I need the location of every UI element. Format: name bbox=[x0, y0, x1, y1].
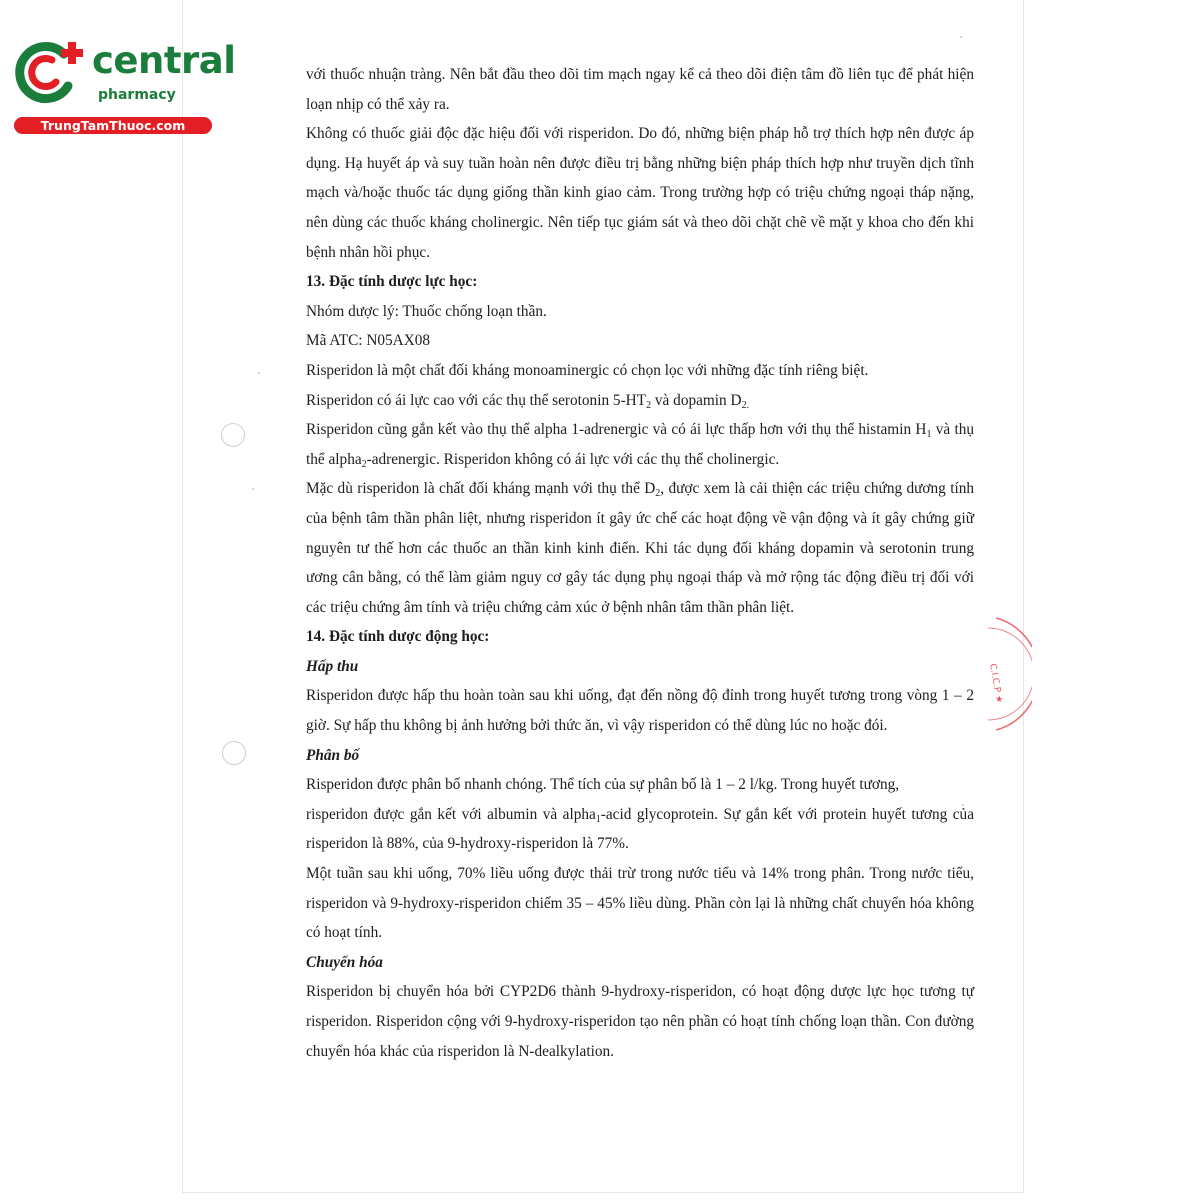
paragraph-d2-antagonist: Mặc dù risperidon là chất đối kháng mạnh với thụ thể $D_2$, được xem là cải thiện các triệu chứng dương tính của bệnh tâm thần phân liệt, nhưng risperidon ít gây ức chế các hoạt động về vận động và ít gây chứng giữ nguyên tư thế hơn các thuốc an thần kinh kinh điển. Khi tác dụng đối kháng dopamin và serotonin trung ương cân bằng, có thể làm giảm nguy cơ gây tác dụng phụ ngoại tháp và mở rộng tác động điều trị đối với các triệu chứng âm tính và triệu chứng cảm xúc ở bệnh nhân tâm thần phân liệt. bbox=[306, 480, 974, 616]
paragraph-atc-code: Mã ATC: N05AX08 bbox=[306, 332, 431, 350]
paragraph-no-antidote: Không có thuốc giải độc đặc hiệu đối với risperidon. Do đó, những biện pháp hỗ trợ thích hợp nên được áp dụng. Hạ huyết áp và suy tuần hoàn nên được điều trị bằng những biện pháp thích hợp như truyền dịch tĩnh mạch và/hoặc thuốc tác dụng giống thần kinh giao cảm. Trong trường hợp có triệu chứng ngoại tháp nặng, nên dùng các thuốc kháng cholinergic. Nên tiếp tục giám sát và theo dõi chặt chẽ về mặt y khoa cho đến khi bệnh nhân hồi phục. bbox=[306, 125, 974, 261]
paragraph-drug-group: Nhóm dược lý: Thuốc chống loạn thần. bbox=[306, 302, 547, 320]
paragraph-protein-binding: risperidon được gắn kết với albumin và alpha$_1$-acid glycoprotein. Sự gắn kết với protein huyết tương của risperidon là 88%, của 9-hydroxy-risperidon là 77%. bbox=[306, 805, 974, 853]
stamp-text: C.I.C.P ★ bbox=[987, 662, 1004, 705]
brand-logo bbox=[8, 38, 236, 138]
brand-site-banner: TrungTamThuoc.com bbox=[14, 117, 212, 134]
paragraph-receptor-binding: Risperidon cũng gắn kết vào thụ thể alpha 1-adrenergic và có ái lực thấp hơn với thụ thể histamin $H_1$ và thụ thể alpha$_2$-adrenergic. Risperidon không có ái lực với các thụ thể cholinergic. bbox=[306, 421, 974, 470]
brand-subtitle: pharmacy bbox=[98, 87, 176, 103]
paragraph-distribution-volume: Risperidon được phân bố nhanh chóng. Thể tích của sự phân bố là 1 – 2 l/kg. Trong huyết tương, bbox=[306, 776, 900, 794]
paragraph-antagonist: Risperidon là một chất đối kháng monoaminergic có chọn lọc với những đặc tính riêng biệt. bbox=[306, 361, 869, 379]
heading-pharmacodynamics: 13. Đặc tính dược lực học: bbox=[306, 273, 478, 291]
document-body bbox=[306, 60, 974, 1066]
paragraph-absorption: Risperidon được hấp thu hoàn toàn sau khi uống, đạt đến nồng độ đỉnh trong huyết tương trong vòng 1 – 2 giờ. Sự hấp thu không bị ảnh hưởng bởi thức ăn, vì vậy risperidon có thể dùng lúc no hoặc đói. bbox=[306, 687, 974, 735]
pharmacy-cross-logo-icon bbox=[12, 38, 88, 106]
official-seal-stamp bbox=[972, 612, 1032, 736]
subheading-distribution: Phân bố bbox=[306, 746, 360, 764]
scan-speck bbox=[960, 36, 962, 38]
scan-speck bbox=[258, 372, 260, 374]
paragraph-overdose-cardio: với thuốc nhuận tràng. Nên bắt đầu theo dõi tim mạch ngay kể cả theo dõi điện tâm đồ liên tục để phát hiện loạn nhịp có thể xảy ra. bbox=[306, 66, 974, 113]
subheading-metabolism: Chuyển hóa bbox=[306, 953, 383, 971]
heading-pharmacokinetics: 14. Đặc tính dược động học: bbox=[306, 628, 490, 646]
paragraph-affinity: Risperidon có ái lực cao với các thụ thể serotonin $5-HT_2$ và dopamin $D_{2.}$ bbox=[306, 391, 750, 411]
scan-speck bbox=[252, 488, 254, 490]
punch-hole-bottom bbox=[222, 741, 246, 765]
punch-hole-top bbox=[221, 423, 245, 447]
paragraph-excretion: Một tuần sau khi uống, 70% liều uống được thải trừ trong nước tiểu và 14% trong phân. Trong nước tiểu, risperidon và 9-hydroxy-risperidon chiếm 35 – 45% liều dùng. Phần còn lại là những chất chuyển hóa không có hoạt tính. bbox=[306, 865, 974, 942]
subheading-absorption: Hấp thu bbox=[306, 657, 359, 675]
paragraph-metabolism: Risperidon bị chuyển hóa bởi CYP2D6 thành 9-hydroxy-risperidon, có hoạt động dược lực học tương tự risperidon. Risperidon cộng với 9-hydroxy-risperidon tạo nên phần có hoạt tính chống loạn thần. Con đường chuyển hóa khác của risperidon là N-dealkylation. bbox=[306, 983, 974, 1060]
brand-name: central bbox=[92, 39, 236, 82]
